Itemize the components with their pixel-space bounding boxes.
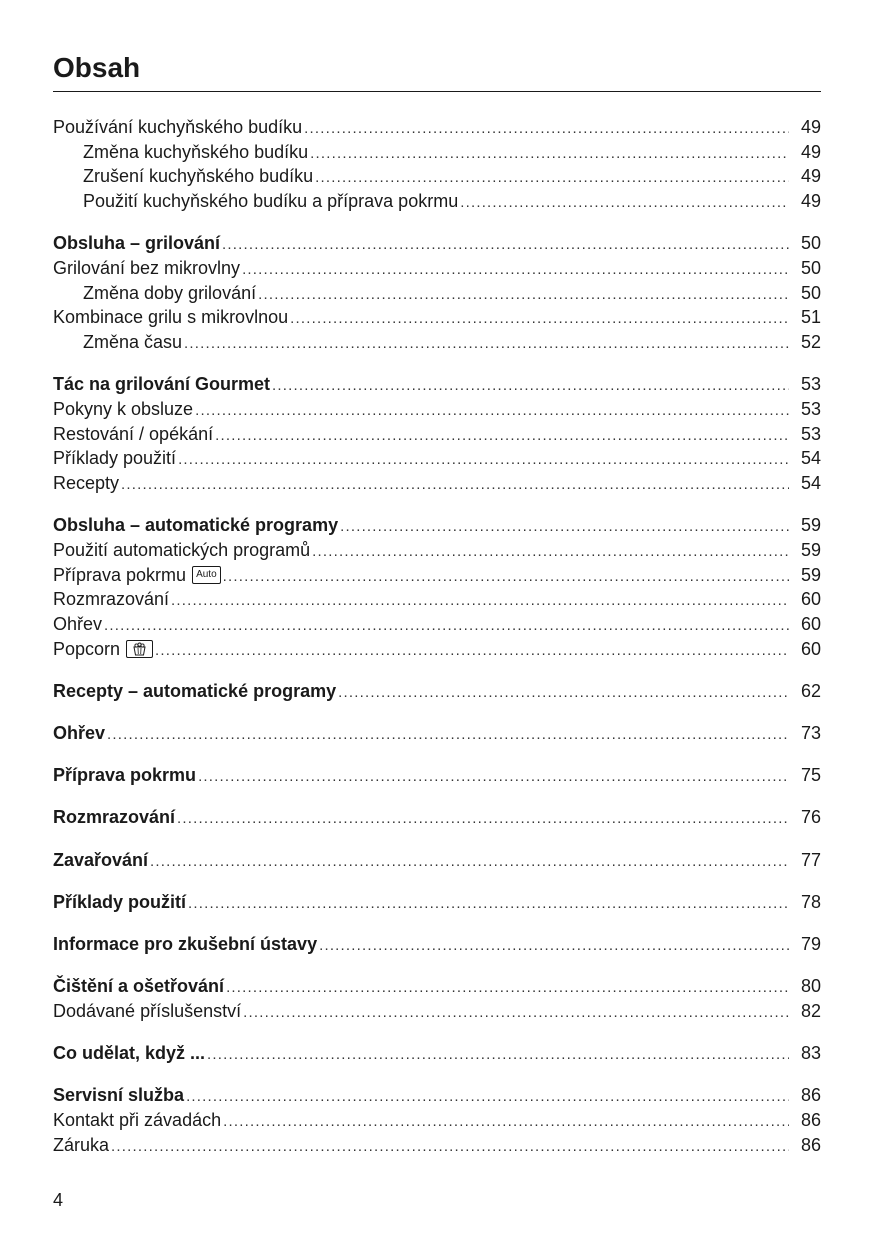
toc-entry-page: 49	[800, 191, 821, 212]
dot-leader	[310, 142, 789, 167]
toc-entry[interactable]	[53, 932, 821, 957]
dot-leader	[195, 399, 789, 424]
toc-entry-page: 53	[800, 398, 821, 419]
dot-leader	[177, 807, 789, 832]
toc-entry-page: 59	[800, 515, 821, 536]
toc-entry-label	[53, 1133, 109, 1158]
dot-leader	[198, 765, 789, 790]
toc-entry[interactable]	[53, 164, 821, 189]
toc-entry-page: 53	[800, 423, 821, 444]
toc-entry-title: Rozmrazování	[53, 589, 170, 610]
dot-leader	[184, 332, 789, 357]
toc-entry-page: 50	[800, 282, 821, 303]
toc-entry-title: Obsluha – automatické programy	[53, 515, 339, 536]
toc-entry-title: Zrušení kuchyňského budíku	[83, 166, 314, 187]
toc-section	[53, 1083, 821, 1157]
toc-entry[interactable]	[53, 721, 821, 746]
toc-entry-page: 49	[800, 166, 821, 187]
toc-entry-title: Ohřev	[53, 722, 106, 743]
toc-entry-label	[53, 805, 175, 830]
toc-entry-page: 83	[800, 1042, 821, 1063]
toc-section	[53, 721, 821, 746]
toc-entry-label	[53, 305, 288, 330]
toc-entry-label	[53, 256, 240, 281]
toc-entry-title: Rozmrazování	[53, 807, 176, 828]
toc-entry-label	[53, 679, 336, 704]
toc-entry-page: 86	[800, 1109, 821, 1130]
toc-entry-title: Příklady použití	[53, 891, 187, 912]
toc-entry-title: Změna doby grilování	[83, 282, 257, 303]
toc-section	[53, 932, 821, 957]
toc-entry-title: Používání kuchyňského budíku	[53, 117, 303, 137]
toc-entry-page: 59	[800, 564, 821, 585]
toc-entry-title: Kombinace grilu s mikrovlnou	[53, 307, 289, 328]
toc-entry-label	[53, 513, 338, 538]
toc-entry[interactable]	[53, 231, 821, 256]
toc-entry-title: Použití kuchyňského budíku a příprava pokrmu	[83, 191, 459, 212]
toc-section	[53, 848, 821, 873]
toc-entry[interactable]	[53, 563, 821, 588]
toc-entry[interactable]	[53, 281, 821, 306]
toc-entry-label	[53, 563, 221, 588]
toc-entry-title: Pokyny k obsluze	[53, 398, 194, 419]
dot-leader	[243, 1001, 789, 1026]
toc-entry-page: 76	[800, 807, 821, 828]
toc-entry-page: 50	[800, 257, 821, 278]
toc-entry-title: Co udělat, když ...	[53, 1042, 206, 1063]
toc-entry[interactable]	[53, 848, 821, 873]
toc-entry-page: 49	[800, 141, 821, 162]
toc-entry-title: Zavařování	[53, 849, 149, 870]
toc-entry-label	[53, 974, 224, 999]
toc-entry[interactable]	[53, 397, 821, 422]
toc-entry[interactable]	[53, 1083, 821, 1108]
toc-entry-title: Grilování bez mikrovlny	[53, 257, 241, 278]
toc-entry-page: 73	[800, 722, 821, 743]
toc-entry-title: Ohřev	[53, 613, 103, 634]
toc-entry-title: Příklady použití	[53, 448, 177, 469]
toc-entry[interactable]	[53, 587, 821, 612]
toc-entry-label	[83, 189, 458, 214]
toc-entry[interactable]	[53, 538, 821, 563]
toc-entry-title: Recepty	[53, 472, 120, 493]
toc-section	[53, 805, 821, 830]
toc-entry-title: Změna kuchyňského budíku	[83, 141, 309, 162]
toc-entry-label	[53, 932, 317, 957]
toc-entry[interactable]	[53, 372, 821, 397]
toc-entry[interactable]	[53, 974, 821, 999]
toc-entry-page: 59	[800, 539, 821, 560]
dot-leader	[207, 1043, 789, 1068]
toc-entry[interactable]	[53, 189, 821, 214]
toc-entry[interactable]	[53, 1041, 821, 1066]
dot-leader	[290, 307, 789, 332]
toc-entry-label	[53, 372, 270, 397]
toc-entry-label	[53, 538, 310, 563]
toc-entry-page: 60	[800, 589, 821, 610]
toc-section	[53, 679, 821, 704]
toc-section	[53, 513, 821, 661]
toc-entry-page: 60	[800, 638, 821, 659]
toc-entry[interactable]	[53, 805, 821, 830]
toc-entry[interactable]	[53, 999, 821, 1024]
toc-entry-page: 62	[800, 680, 821, 701]
toc-entry-label	[83, 140, 308, 165]
dot-leader	[171, 589, 789, 614]
toc-entry-title: Příprava pokrmu	[53, 765, 197, 786]
toc-entry[interactable]	[53, 471, 821, 496]
table-of-contents	[53, 115, 821, 1175]
toc-entry[interactable]	[53, 256, 821, 281]
toc-section	[53, 974, 821, 1023]
dot-leader	[242, 258, 789, 283]
toc-entry-label	[53, 637, 153, 662]
toc-entry-page: 75	[800, 765, 821, 786]
toc-entry-title: Restování / opékání	[53, 423, 214, 444]
toc-entry[interactable]	[53, 422, 821, 447]
toc-entry-label	[53, 471, 119, 496]
toc-entry-page: 80	[800, 976, 821, 997]
title-divider	[53, 91, 821, 92]
dot-leader	[215, 424, 789, 449]
toc-entry-label	[53, 721, 105, 746]
toc-entry-label	[53, 1083, 184, 1108]
toc-entry-title: Popcorn	[53, 638, 121, 659]
dot-leader	[338, 681, 789, 706]
toc-entry-page: 51	[800, 307, 821, 328]
toc-entry-label	[53, 612, 102, 637]
toc-entry-page: 60	[800, 613, 821, 634]
toc-entry-label	[83, 164, 313, 189]
toc-entry[interactable]	[53, 330, 821, 355]
toc-entry[interactable]	[53, 305, 821, 330]
toc-entry-title: Změna času	[83, 332, 183, 352]
toc-section	[53, 763, 821, 788]
toc-entry[interactable]	[53, 140, 821, 165]
toc-entry-label	[53, 422, 213, 447]
toc-entry-label	[53, 231, 220, 256]
dot-leader	[460, 191, 789, 216]
dot-leader	[304, 117, 789, 142]
toc-section	[53, 372, 821, 495]
dot-leader	[312, 540, 789, 565]
toc-entry-page: 53	[800, 374, 821, 395]
toc-entry-page: 82	[800, 1000, 821, 1021]
toc-entry[interactable]	[53, 115, 821, 140]
toc-entry-label	[53, 848, 148, 873]
toc-entry-label	[53, 763, 196, 788]
toc-section	[53, 115, 821, 214]
toc-entry-label	[53, 397, 193, 422]
toc-entry[interactable]	[53, 637, 821, 662]
toc-entry-label	[53, 115, 302, 140]
toc-entry-page: 52	[800, 332, 821, 352]
toc-entry[interactable]	[53, 1133, 821, 1158]
toc-section	[53, 1041, 821, 1066]
dot-leader	[111, 1135, 789, 1160]
dot-leader	[155, 639, 789, 664]
toc-entry-title: Tác na grilování Gourmet	[53, 374, 271, 395]
toc-entry-title: Informace pro zkušební ústavy	[53, 933, 318, 954]
page-number: 4	[53, 1190, 64, 1210]
dot-leader	[178, 448, 789, 473]
toc-entry-title: Čištění a ošetřování	[53, 976, 225, 997]
toc-entry-page: 78	[800, 891, 821, 912]
toc-entry-title: Dodávané příslušenství	[53, 1000, 242, 1021]
auto-symbol-icon: Auto	[192, 566, 221, 584]
popcorn-icon	[126, 640, 153, 658]
dot-leader	[223, 565, 789, 590]
dot-leader	[223, 1110, 789, 1135]
toc-section	[53, 890, 821, 915]
toc-entry-page: 79	[800, 933, 821, 954]
toc-entry[interactable]	[53, 763, 821, 788]
toc-entry-page: 77	[800, 849, 821, 870]
toc-entry-label	[53, 587, 169, 612]
page-title: Obsah	[53, 52, 141, 83]
toc-entry[interactable]	[53, 679, 821, 704]
toc-entry[interactable]	[53, 446, 821, 471]
toc-entry-title: Příprava pokrmu	[53, 564, 187, 585]
toc-entry-title: Recepty – automatické programy	[53, 680, 337, 701]
toc-entry-title: Záruka	[53, 1134, 110, 1155]
toc-entry-page: 86	[800, 1134, 821, 1155]
toc-entry-label	[53, 1041, 205, 1066]
toc-entry-page: 86	[800, 1085, 821, 1106]
toc-entry[interactable]	[53, 1108, 821, 1133]
toc-entry-title: Servisní služba	[53, 1085, 185, 1106]
toc-entry-label	[83, 330, 182, 355]
dot-leader	[315, 166, 789, 191]
toc-entry-title: Kontakt při závadách	[53, 1109, 222, 1130]
toc-entry-page: 50	[800, 233, 821, 254]
toc-entry-title: Obsluha – grilování	[53, 233, 221, 254]
dot-leader	[222, 233, 789, 258]
toc-entry[interactable]	[53, 612, 821, 637]
toc-entry-label	[53, 999, 241, 1024]
toc-entry-label	[53, 890, 186, 915]
toc-section	[53, 231, 821, 354]
toc-entry-title: Použití automatických programů	[53, 539, 311, 560]
dot-leader	[104, 614, 789, 639]
dot-leader	[340, 515, 789, 540]
toc-entry-page: 54	[800, 448, 821, 469]
toc-entry[interactable]	[53, 890, 821, 915]
toc-entry-page: 49	[800, 117, 821, 137]
toc-entry-label	[53, 1108, 221, 1133]
dot-leader	[226, 976, 789, 1001]
dot-leader	[319, 934, 789, 959]
dot-leader	[258, 283, 789, 308]
toc-entry-page: 54	[800, 472, 821, 493]
toc-entry[interactable]	[53, 513, 821, 538]
dot-leader	[188, 892, 789, 917]
toc-entry-label	[53, 446, 176, 471]
dot-leader	[150, 850, 789, 875]
dot-leader	[121, 473, 789, 498]
dot-leader	[186, 1085, 789, 1110]
dot-leader	[272, 374, 789, 399]
dot-leader	[107, 723, 789, 748]
toc-entry-label	[83, 281, 256, 306]
